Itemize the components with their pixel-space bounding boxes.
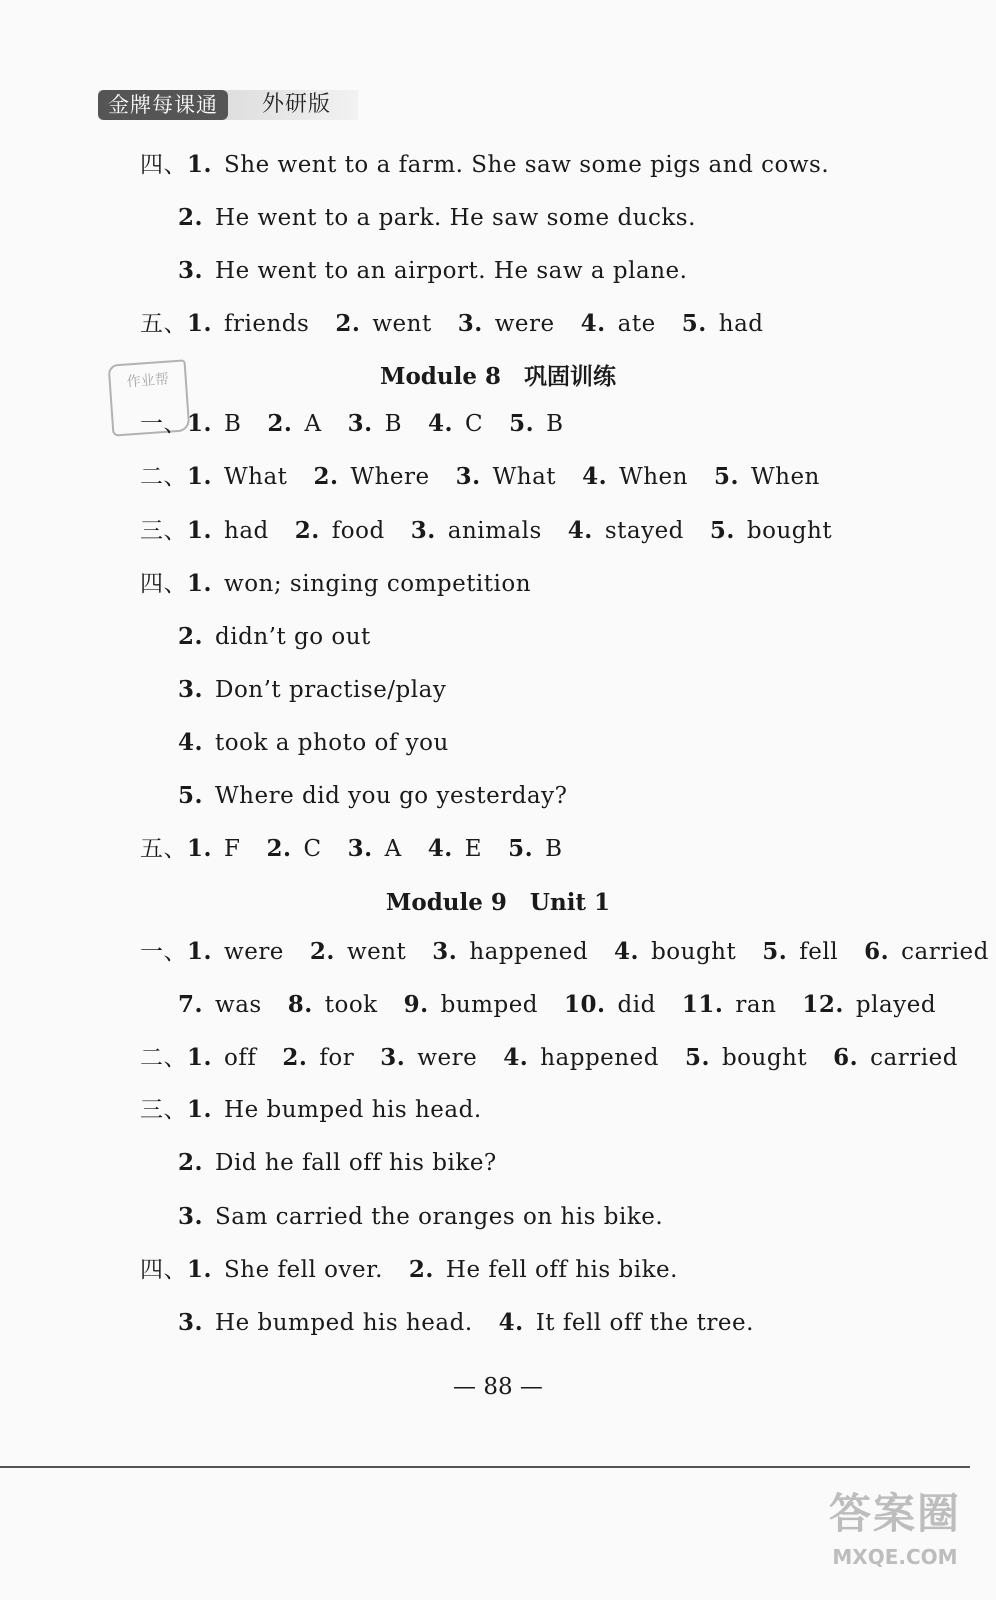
answer-text: What bbox=[224, 464, 288, 490]
answer-text: took a photo of you bbox=[215, 730, 449, 756]
answer-text: happened bbox=[469, 939, 589, 965]
item-number: 4. bbox=[427, 835, 453, 862]
answer-line bbox=[140, 1255, 678, 1285]
item-number: 2. bbox=[335, 310, 361, 337]
answer-line bbox=[178, 675, 446, 705]
answer-text: ran bbox=[735, 992, 777, 1018]
question-group-label: 二、 bbox=[140, 464, 187, 490]
item-number: 2. bbox=[267, 410, 293, 437]
answer-text: She went to a farm. She saw some pigs and cows. bbox=[224, 152, 830, 178]
answer-text: C bbox=[465, 411, 484, 437]
item-number: 11. bbox=[681, 991, 724, 1018]
answer-text: had bbox=[718, 311, 764, 337]
item-number: 3. bbox=[178, 257, 204, 284]
section-heading: Module 8 巩固训练 bbox=[380, 363, 616, 390]
item-number: 2. bbox=[178, 623, 204, 650]
answer-text: It fell off the tree. bbox=[535, 1310, 754, 1336]
answer-line bbox=[178, 728, 449, 758]
item-number: 2. bbox=[309, 938, 335, 965]
answer-text: She fell over. bbox=[224, 1257, 383, 1283]
answer-text: were bbox=[224, 939, 284, 965]
answer-text: fell bbox=[799, 939, 839, 965]
answer-text: was bbox=[215, 992, 262, 1018]
item-number: 3. bbox=[380, 1044, 406, 1071]
answer-text: did bbox=[617, 992, 656, 1018]
item-number: 4. bbox=[580, 310, 606, 337]
item-number: 12. bbox=[802, 991, 844, 1018]
item-number: 6. bbox=[833, 1044, 859, 1071]
watermark-url: MXQE.COM bbox=[832, 1545, 958, 1569]
answer-text: What bbox=[492, 464, 557, 490]
item-number: 5. bbox=[508, 835, 534, 862]
answer-text: Did he fall off his bike? bbox=[215, 1150, 497, 1176]
answer-line bbox=[140, 1043, 958, 1073]
item-number: 10. bbox=[564, 991, 606, 1018]
answer-text: took bbox=[324, 992, 378, 1018]
answer-text: He went to an airport. He saw a plane. bbox=[215, 258, 688, 284]
answer-line bbox=[140, 937, 989, 967]
question-group-label: 五、 bbox=[140, 836, 187, 862]
watermark-mark: 答案圈 bbox=[828, 1489, 961, 1538]
watermark bbox=[820, 1484, 970, 1584]
answer-text: bumped bbox=[440, 992, 539, 1018]
page-number: — 88 — bbox=[453, 1374, 543, 1400]
item-number: 4. bbox=[614, 938, 640, 965]
answer-text: When bbox=[750, 464, 820, 490]
answer-line bbox=[140, 834, 562, 864]
answer-text: ate bbox=[617, 311, 656, 337]
item-number: 5. bbox=[762, 938, 788, 965]
answer-line bbox=[178, 256, 687, 286]
answer-text: bought bbox=[651, 939, 737, 965]
answer-text: carried bbox=[870, 1045, 958, 1071]
answer-line bbox=[140, 1095, 482, 1125]
answer-text: He bumped his head. bbox=[215, 1310, 473, 1336]
answer-text: carried bbox=[901, 939, 989, 965]
item-number: 5. bbox=[709, 517, 735, 544]
question-group-label: 一、 bbox=[140, 411, 187, 437]
item-number: 1. bbox=[187, 1256, 213, 1283]
answer-text: A bbox=[384, 836, 402, 862]
item-number: 5. bbox=[684, 1044, 710, 1071]
answer-text: went bbox=[372, 311, 432, 337]
answer-line bbox=[140, 309, 764, 339]
item-number: 4. bbox=[498, 1309, 524, 1336]
item-number: 1. bbox=[187, 1044, 213, 1071]
footer-rule bbox=[0, 1466, 970, 1468]
answer-line bbox=[140, 462, 820, 492]
item-number: 9. bbox=[403, 991, 429, 1018]
series-title: 金牌每课通 bbox=[98, 90, 228, 120]
item-number: 1. bbox=[187, 517, 213, 544]
item-number: 2. bbox=[178, 204, 204, 231]
item-number: 2. bbox=[313, 463, 339, 490]
question-group-label: 二、 bbox=[140, 1045, 187, 1071]
item-number: 3. bbox=[178, 1309, 204, 1336]
answer-text: He went to a park. He saw some ducks. bbox=[215, 205, 696, 231]
answer-text: B bbox=[546, 411, 564, 437]
item-number: 4. bbox=[503, 1044, 529, 1071]
item-number: 6. bbox=[864, 938, 890, 965]
question-group-label: 四、 bbox=[140, 571, 187, 597]
answer-line bbox=[178, 1148, 497, 1178]
item-number: 1. bbox=[187, 463, 213, 490]
section-heading: Module 9 Unit 1 bbox=[385, 889, 611, 916]
answer-text: stayed bbox=[604, 518, 684, 544]
answer-text: went bbox=[346, 939, 407, 965]
answer-text: off bbox=[224, 1045, 257, 1071]
item-number: 3. bbox=[178, 1203, 204, 1230]
item-number: 4. bbox=[427, 410, 453, 437]
item-number: 3. bbox=[347, 835, 373, 862]
answer-text: B bbox=[384, 411, 402, 437]
answer-text: A bbox=[304, 411, 322, 437]
answer-text: When bbox=[619, 464, 688, 490]
item-number: 3. bbox=[410, 517, 436, 544]
item-number: 1. bbox=[187, 835, 213, 862]
question-group-label: 一、 bbox=[140, 939, 187, 965]
question-group-label: 四、 bbox=[140, 152, 187, 178]
item-number: 3. bbox=[347, 410, 373, 437]
item-number: 7. bbox=[178, 991, 204, 1018]
question-group-label: 五、 bbox=[140, 311, 187, 337]
answer-text: friends bbox=[224, 311, 310, 337]
item-number: 4. bbox=[582, 463, 608, 490]
item-number: 1. bbox=[187, 938, 213, 965]
answer-text: food bbox=[331, 518, 385, 544]
item-number: 3. bbox=[455, 463, 481, 490]
answer-text: He fell off his bike. bbox=[445, 1257, 678, 1283]
answer-text: Where bbox=[350, 464, 430, 490]
item-number: 3. bbox=[178, 676, 204, 703]
homework-stamp: 作业帮 bbox=[108, 359, 191, 436]
item-number: 5. bbox=[713, 463, 739, 490]
answer-line bbox=[178, 990, 936, 1020]
item-number: 2. bbox=[266, 835, 292, 862]
edition-label: 外研版 bbox=[262, 92, 332, 117]
answer-text: were bbox=[494, 311, 555, 337]
item-number: 2. bbox=[178, 1149, 204, 1176]
answer-line bbox=[178, 781, 567, 811]
answer-text: F bbox=[224, 836, 241, 862]
answer-line bbox=[140, 409, 564, 439]
item-number: 2. bbox=[294, 517, 320, 544]
answer-text: Don’t practise/play bbox=[215, 677, 447, 703]
item-number: 5. bbox=[509, 410, 535, 437]
answer-text: happened bbox=[540, 1045, 659, 1071]
item-number: 1. bbox=[187, 151, 213, 178]
answer-line bbox=[140, 516, 832, 546]
answer-text: E bbox=[464, 836, 483, 862]
question-group-label: 三、 bbox=[140, 518, 187, 544]
item-number: 5. bbox=[681, 310, 707, 337]
answer-line bbox=[178, 1308, 754, 1338]
item-number: 4. bbox=[178, 729, 204, 756]
answer-line bbox=[140, 150, 829, 180]
answer-text: bought bbox=[721, 1045, 808, 1071]
item-number: 2. bbox=[282, 1044, 308, 1071]
item-number: 8. bbox=[287, 991, 313, 1018]
answer-text: He bumped his head. bbox=[224, 1097, 482, 1123]
answer-text: for bbox=[319, 1045, 355, 1071]
answer-text: C bbox=[303, 836, 322, 862]
answer-text: B bbox=[545, 836, 563, 862]
answer-text: B bbox=[224, 411, 242, 437]
answer-line bbox=[140, 569, 531, 599]
answer-text: bought bbox=[746, 518, 833, 544]
answer-text: animals bbox=[447, 518, 542, 544]
item-number: 2. bbox=[408, 1256, 434, 1283]
item-number: 3. bbox=[432, 938, 458, 965]
item-number: 4. bbox=[567, 517, 593, 544]
question-group-label: 四、 bbox=[140, 1257, 187, 1283]
answer-line bbox=[178, 622, 371, 652]
answer-text: didn’t go out bbox=[215, 624, 371, 650]
question-group-label: 三、 bbox=[140, 1097, 187, 1123]
answer-text: Sam carried the oranges on his bike. bbox=[215, 1204, 664, 1230]
answer-text: had bbox=[224, 518, 269, 544]
item-number: 3. bbox=[457, 310, 483, 337]
answer-text: played bbox=[855, 992, 937, 1018]
item-number: 1. bbox=[187, 410, 213, 437]
item-number: 1. bbox=[187, 570, 213, 597]
answer-text: Where did you go yesterday? bbox=[215, 783, 568, 809]
answer-text: were bbox=[417, 1045, 478, 1071]
item-number: 1. bbox=[187, 310, 213, 337]
item-number: 1. bbox=[187, 1096, 213, 1123]
item-number: 5. bbox=[178, 782, 204, 809]
answer-text: won; singing competition bbox=[224, 571, 532, 597]
answer-line bbox=[178, 1202, 663, 1232]
answer-line bbox=[178, 203, 696, 233]
